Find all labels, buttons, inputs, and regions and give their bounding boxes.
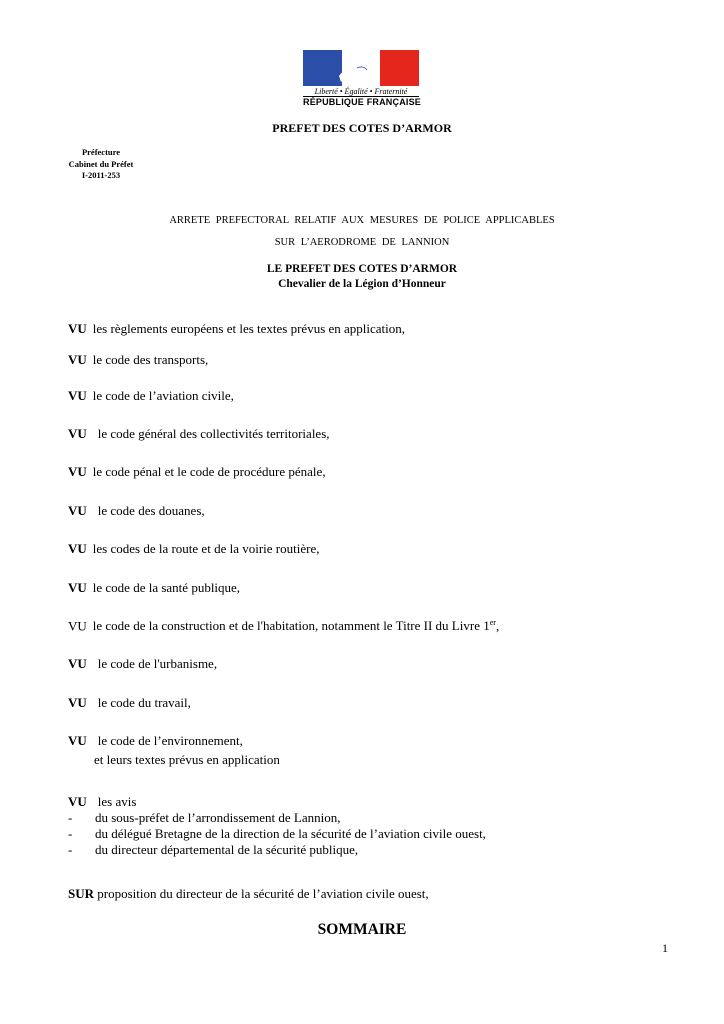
list-item-text: du délégué Bretagne de la direction de la sécurité de l’aviation civile ouest, [95,826,486,841]
vu-item [68,464,326,480]
vu-keyword: VU [68,388,87,403]
vu-text: le code des transports, [92,352,209,367]
vu-keyword: VU [68,695,87,710]
section-heading-sommaire: SOMMAIRE [317,921,407,938]
vu-item [68,580,240,596]
vu-text: les avis [97,794,137,809]
prefet-distinction: Chevalier de la Légion d’Honneur [278,278,446,290]
office-block [56,147,146,182]
marianne-logo [303,50,422,108]
tricolor-flag-icon [303,50,419,86]
vu-item [68,321,405,337]
vu-keyword: VU [68,733,87,748]
sur-keyword: SUR [68,886,95,901]
sur-text: proposition du directeur de la sécurité de l’aviation civile ouest, [97,886,429,901]
page-number: 1 [662,941,668,955]
vu-keyword: VU [68,580,87,595]
vu-text: les codes de la route et de la voirie routière, [92,541,320,556]
list-item [68,842,359,858]
sur-clause [68,886,429,902]
vu-keyword: VU [68,503,87,518]
superscript-er: er [489,618,496,627]
vu-text: le code des douanes, [97,503,205,518]
vu-keyword: VU [68,321,87,336]
list-item [68,826,486,842]
document-title: PREFET DES COTES D’ARMOR [272,121,452,135]
vu-keyword: VU [68,464,87,479]
vu-item [68,541,319,557]
list-dash: - [68,810,73,825]
vu-text: le code de l'urbanisme, [97,656,218,671]
list-dash: - [68,842,73,857]
republic-name: RÉPUBLIQUE FRANÇAISE [303,97,422,107]
vu-text: le code de la santé publique, [92,580,241,595]
vu-keyword: VU [68,794,87,809]
list-item-text: du directeur départemental de la sécurité publique, [95,842,359,857]
vu-keyword-plain: VU [68,618,87,634]
vu-item [68,794,136,810]
vu-keyword: VU [68,426,87,441]
vu-text: le code de la construction et de l'habitation, notamment le Titre II du Livre 1 [92,618,490,634]
vu-text-tail: , [495,618,500,634]
vu-keyword: VU [68,541,87,556]
list-dash: - [68,826,73,841]
vu-text: le code de l’aviation civile, [92,388,234,403]
arrete-heading-line2: SUR L’AERODROME DE LANNION [274,237,450,248]
office-line: Préfecture [81,147,121,157]
prefet-heading: LE PREFET DES COTES D’ARMOR [266,263,458,275]
vu-text: le code de l’environnement, [97,733,243,748]
vu-keyword: VU [68,656,87,671]
vu-text: les règlements européens et les textes prévus en application, [92,321,406,336]
vu-item [68,503,205,519]
office-line: Cabinet du Préfet [68,158,134,169]
list-item-text: du sous-préfet de l’arrondissement de Lannion, [95,810,341,825]
vu-text: le code du travail, [97,695,191,710]
vu-item [68,695,191,711]
vu-text: le code général des collectivités territoriales, [97,426,330,441]
arrete-heading-line1: ARRETE PREFECTORAL RELATIF AUX MESURES DE POLICE APPLICABLES [169,215,555,226]
list-item [68,810,341,826]
office-reference: I-2011-253 [81,170,121,180]
vu-item [68,656,217,672]
republic-motto: Liberté • Égalité • Fraternité [314,87,408,96]
vu-item [68,352,208,368]
vu-item [68,733,243,749]
vu-item [68,618,499,634]
vu-text: le code pénal et le code de procédure pénale, [92,464,326,479]
vu-keyword: VU [68,352,87,367]
marianne-profile-icon [303,50,419,86]
vu-item [68,426,330,442]
vu-continuation: et leurs textes prévus en application [94,752,280,767]
vu-item [68,388,234,404]
